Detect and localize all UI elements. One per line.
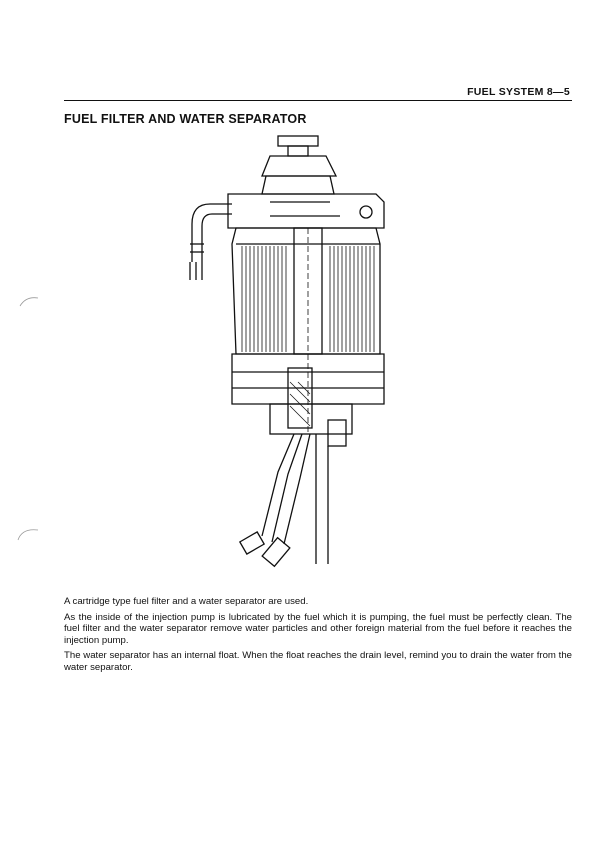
body-text	[64, 596, 572, 678]
priming-knob	[278, 136, 318, 146]
wire-connector-1	[240, 532, 264, 554]
section-label: FUEL SYSTEM 8—5	[467, 86, 570, 98]
page-title: FUEL FILTER AND WATER SEPARATOR	[64, 112, 307, 126]
scan-mark-top	[18, 292, 42, 312]
paragraph-2: As the inside of the injection pump is lubricated by the fuel which it is pumping, the fuel must be perfectly clean. The fuel filter and the water separator remove water particles and other foreign material from the fuel before it reaches the injection pump.	[64, 611, 572, 646]
paragraph-1: A cartridge type fuel filter and a water separator are used.	[64, 596, 309, 607]
paragraph-3: The water separator has an internal float. When the float reaches the drain level, remind you to drain the water from the water separator.	[64, 650, 572, 673]
fuel-filter-diagram-icon	[170, 132, 400, 584]
wire-connector-2	[262, 538, 290, 567]
scan-mark-bottom	[16, 524, 40, 544]
inlet-pipe	[192, 204, 232, 262]
page-header	[64, 86, 572, 101]
drain-housing	[270, 404, 352, 434]
water-bowl	[232, 354, 384, 404]
